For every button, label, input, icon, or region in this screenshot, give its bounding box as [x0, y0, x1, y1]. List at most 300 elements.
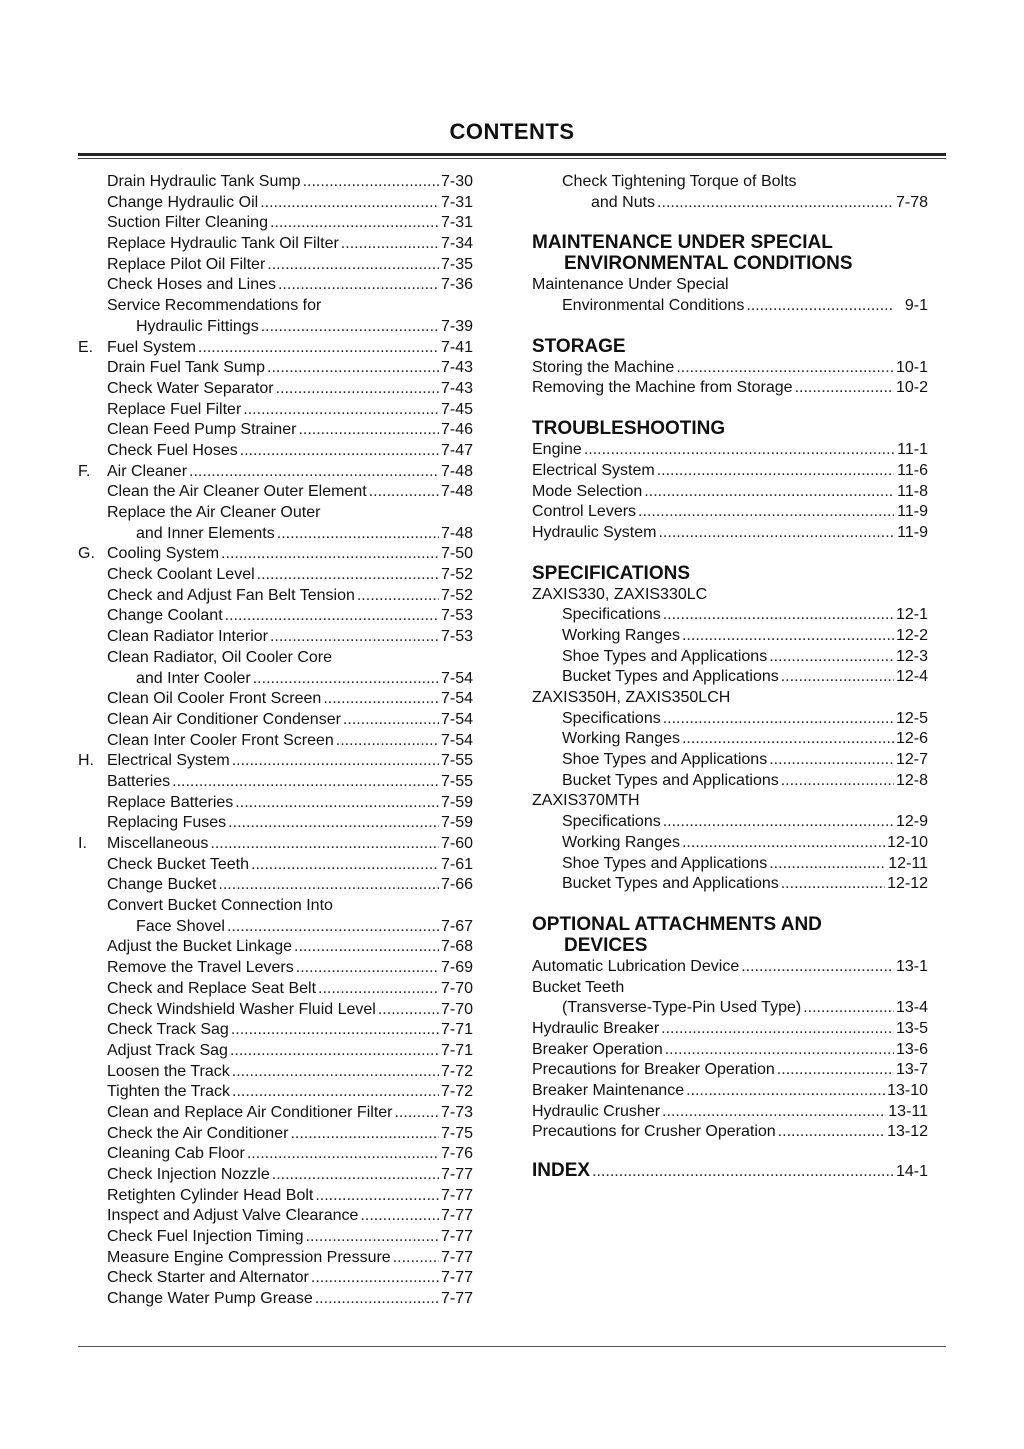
toc-entry[interactable]	[78, 917, 473, 938]
entry-label: Hydraulic System	[532, 523, 657, 541]
toc-entry[interactable]	[78, 193, 473, 214]
page-number: 7-70	[440, 1000, 473, 1018]
entry-label: Replace the Air Cleaner Outer	[107, 504, 321, 521]
entry-label: Check Tightening Torque of Bolts	[562, 173, 797, 190]
entry-label: Cooling System	[107, 545, 220, 563]
section-letter: I.	[78, 835, 87, 852]
toc-entry[interactable]	[532, 667, 928, 688]
dot-leader	[663, 605, 894, 626]
dot-leader	[298, 420, 439, 441]
index-entry[interactable]	[532, 1161, 928, 1182]
toc-entry[interactable]	[78, 1103, 473, 1124]
toc-entry[interactable]	[78, 482, 473, 503]
entry-label: ZAXIS370MTH	[532, 792, 640, 810]
page-number: 7-46	[440, 421, 473, 439]
dot-leader	[315, 1186, 439, 1207]
toc-entry[interactable]	[78, 565, 473, 586]
section-title: TROUBLESHOOTING	[532, 418, 726, 440]
dot-leader	[172, 772, 439, 793]
page-number: 7-66	[440, 876, 473, 894]
toc-entry[interactable]	[78, 1289, 473, 1310]
toc-entry[interactable]	[78, 979, 473, 1000]
page-number: 7-61	[440, 855, 473, 873]
toc-entry[interactable]	[78, 296, 473, 317]
page-number: 7-71	[440, 1041, 473, 1059]
toc-entry[interactable]	[532, 854, 928, 875]
dot-leader	[663, 709, 894, 730]
entry-label: Breaker Operation	[532, 1040, 663, 1058]
entry-label: Shoe Types and Applications	[562, 854, 768, 872]
entry-label: Face Shovel	[136, 917, 225, 935]
toc-entry[interactable]	[78, 751, 473, 772]
toc-entry[interactable]	[532, 440, 928, 461]
toc-entry[interactable]	[78, 627, 473, 648]
entry-label: Adjust the Bucket Linkage	[107, 938, 293, 956]
dot-leader	[218, 875, 439, 896]
dot-leader	[315, 1289, 439, 1310]
toc-entry[interactable]	[78, 1248, 473, 1269]
dot-leader	[592, 1162, 894, 1183]
entry-label: Environmental Conditions	[562, 297, 745, 315]
page-number: 12-5	[895, 709, 928, 727]
dot-leader	[682, 729, 894, 750]
dot-leader	[232, 1082, 439, 1103]
toc-entry[interactable]	[532, 688, 928, 709]
entry-label: Tighten the Track	[107, 1083, 231, 1101]
dot-leader	[341, 234, 439, 255]
toc-entry[interactable]	[78, 875, 473, 896]
page-number: 14-1	[895, 1163, 928, 1181]
entry-label: Air Cleaner	[107, 462, 188, 480]
page-number: 7-60	[440, 835, 473, 852]
toc-entry[interactable]	[78, 358, 473, 379]
page-number: 7-54	[440, 731, 473, 749]
toc-entry[interactable]	[532, 957, 928, 978]
page-number: 13-11	[888, 1102, 928, 1120]
toc-entry[interactable]	[78, 1082, 473, 1103]
dot-leader	[221, 544, 439, 565]
entry-label: Specifications	[562, 606, 661, 624]
entry-label: Check Hoses and Lines	[107, 276, 276, 294]
dot-leader	[270, 627, 439, 648]
entry-label: Working Ranges	[562, 626, 680, 644]
dot-leader	[663, 812, 894, 833]
page-number: 7-52	[440, 566, 473, 584]
dot-leader	[235, 793, 439, 814]
toc-entry[interactable]	[532, 502, 928, 523]
entry-label: Specifications	[562, 813, 661, 831]
toc-entry[interactable]	[78, 213, 473, 234]
entry-label: Bucket Teeth	[532, 978, 625, 996]
toc-entry[interactable]	[532, 482, 928, 503]
entry-label: Check Injection Nozzle	[107, 1166, 270, 1183]
dot-leader	[394, 1103, 438, 1124]
toc-entry[interactable]	[78, 586, 473, 607]
entry-label: Hydraulic Breaker	[532, 1019, 660, 1037]
left-column	[78, 172, 473, 1310]
toc-entry[interactable]	[78, 503, 473, 524]
toc-entry[interactable]	[532, 378, 928, 399]
footer-rule	[78, 1346, 946, 1347]
toc-entry[interactable]	[532, 585, 928, 606]
dot-leader	[240, 441, 439, 462]
entry-label: Change Water Pump Grease	[107, 1290, 313, 1308]
page-number: 12-6	[895, 730, 928, 748]
dot-leader	[296, 958, 439, 979]
page-number: 7-52	[440, 586, 473, 604]
entry-label: Check Fuel Injection Timing	[107, 1228, 304, 1246]
toc-entry[interactable]	[78, 462, 473, 483]
entry-label: Inspect and Adjust Valve Clearance	[107, 1207, 359, 1225]
toc-entry[interactable]	[532, 605, 928, 626]
entry-label: Suction Filter Cleaning	[107, 214, 268, 232]
page-number: 12-9	[895, 813, 928, 831]
entry-label: Mode Selection	[532, 482, 643, 500]
entry-label: Check and Replace Seat Belt	[107, 979, 317, 997]
page-title: CONTENTS	[449, 119, 575, 144]
page-number: 12-12	[887, 875, 928, 893]
toc-entry[interactable]	[532, 750, 928, 771]
page-number: 7-36	[440, 276, 473, 294]
section-heading	[532, 914, 928, 956]
toc-entry[interactable]	[78, 958, 473, 979]
entry-label: and Inner Elements	[136, 524, 275, 542]
title-rule-thin	[78, 158, 946, 159]
entry-label: Clean Inter Cooler Front Screen	[107, 731, 334, 749]
dot-leader	[657, 193, 894, 214]
page-number: 10-2	[895, 379, 928, 397]
toc-entry[interactable]	[78, 420, 473, 441]
dot-leader	[781, 667, 894, 688]
toc-entry[interactable]	[532, 812, 928, 833]
toc-entry[interactable]	[78, 813, 473, 834]
entry-label: Precautions for Crusher Operation	[532, 1123, 776, 1141]
dot-leader	[778, 1122, 885, 1143]
dot-leader	[267, 255, 439, 276]
entry-label: Remove the Travel Levers	[107, 959, 294, 977]
dot-leader	[658, 523, 894, 544]
section-heading	[532, 418, 928, 439]
toc-entry[interactable]	[78, 1020, 473, 1041]
page-number: 7-68	[440, 938, 473, 956]
toc-entry[interactable]	[532, 1040, 928, 1061]
page-number: 7-48	[440, 462, 473, 480]
page-number: 11-1	[897, 441, 928, 459]
page-number: 11-6	[897, 461, 928, 479]
toc-entry[interactable]	[78, 648, 473, 669]
entry-label: Check Fuel Hoses	[107, 441, 238, 459]
toc-entry[interactable]	[532, 791, 928, 812]
dot-leader	[665, 1040, 894, 1061]
toc-entry[interactable]	[78, 1062, 473, 1083]
dot-leader	[276, 379, 439, 400]
toc-entry[interactable]	[532, 1019, 928, 1040]
page-number: 13-4	[895, 999, 928, 1017]
toc-entry[interactable]	[532, 771, 928, 792]
toc-entry[interactable]	[532, 275, 928, 296]
page-number: 7-77	[440, 1166, 473, 1183]
entry-label: Fuel System	[107, 338, 196, 356]
toc-entry[interactable]	[78, 772, 473, 793]
page-number: 12-10	[887, 833, 928, 851]
dot-leader	[769, 750, 894, 771]
dot-leader	[231, 1020, 439, 1041]
dot-leader	[272, 1165, 439, 1186]
toc-entry[interactable]	[532, 193, 928, 214]
page-number: 12-2	[895, 626, 928, 644]
entry-label: Check Windshield Washer Fluid Level	[107, 1000, 376, 1018]
entry-label: Check the Air Conditioner	[107, 1124, 289, 1142]
entry-label: Drain Fuel Tank Sump	[107, 359, 265, 377]
toc-entry[interactable]	[532, 1122, 928, 1143]
dot-leader	[247, 1144, 439, 1165]
page-number: 13-7	[895, 1061, 928, 1079]
entry-label: Clean Oil Cooler Front Screen	[107, 690, 322, 708]
entry-label: Working Ranges	[562, 730, 680, 748]
toc-entry[interactable]	[532, 296, 928, 317]
toc-entry[interactable]	[78, 1144, 473, 1165]
page-number: 7-77	[440, 1248, 473, 1266]
toc-entry[interactable]	[532, 523, 928, 544]
entry-label: Maintenance Under Special	[532, 276, 729, 294]
toc-entry[interactable]	[78, 441, 473, 462]
dot-leader	[189, 462, 439, 483]
dot-leader	[306, 1227, 439, 1248]
toc-entry[interactable]	[78, 544, 473, 565]
entry-label: Change Bucket	[107, 876, 217, 894]
entry-label: Hydraulic Fittings	[136, 317, 259, 335]
section-title-line2: DEVICES	[564, 934, 648, 956]
toc-entry[interactable]	[78, 855, 473, 876]
page-number: 7-77	[440, 1269, 473, 1287]
dot-leader	[378, 1000, 439, 1021]
dot-leader	[290, 1124, 439, 1145]
entry-label: Engine	[532, 441, 582, 459]
page-number: 10-1	[895, 358, 928, 376]
page-number: 7-77	[440, 1290, 473, 1308]
page-number: 7-59	[440, 793, 473, 811]
entry-label: Loosen the Track	[107, 1062, 230, 1080]
dot-leader	[777, 1060, 894, 1081]
entry-label: Hydraulic Crusher	[532, 1102, 661, 1120]
page-number: 7-77	[440, 1186, 473, 1204]
toc-entry[interactable]	[78, 317, 473, 338]
toc-entry[interactable]	[532, 626, 928, 647]
dot-leader	[746, 296, 894, 317]
title-rule-thick	[78, 153, 946, 156]
dot-leader	[261, 317, 439, 338]
section-title-line2: ENVIRONMENTAL CONDITIONS	[564, 253, 853, 275]
dot-leader	[260, 193, 439, 214]
entry-label: Bucket Types and Applications	[562, 771, 779, 789]
entry-label: Replace Batteries	[107, 793, 234, 811]
toc-entry[interactable]	[78, 793, 473, 814]
page-number: 12-11	[888, 854, 928, 872]
dot-leader	[278, 275, 439, 296]
dot-leader	[243, 400, 439, 421]
toc-entry[interactable]	[532, 1081, 928, 1102]
entry-label: and Nuts	[591, 193, 656, 211]
dot-leader	[228, 813, 439, 834]
toc-entry[interactable]	[78, 606, 473, 627]
page-number: 7-39	[440, 317, 473, 335]
dot-leader	[225, 606, 439, 627]
toc-entry[interactable]	[78, 731, 473, 752]
entry-label: (Transverse-Type-Pin Used Type)	[562, 999, 802, 1017]
entry-label: Shoe Types and Applications	[562, 647, 768, 665]
dot-leader	[210, 834, 439, 855]
toc-entry[interactable]	[532, 1060, 928, 1081]
page-number: 7-41	[440, 338, 473, 356]
page-number: 7-55	[440, 752, 473, 770]
dot-leader	[803, 998, 894, 1019]
toc-entry[interactable]	[78, 834, 473, 855]
page-number: 13-5	[895, 1019, 928, 1037]
dot-leader	[781, 771, 894, 792]
toc-entry[interactable]	[78, 896, 473, 917]
entry-label: Bucket Types and Applications	[562, 875, 779, 893]
page-number: 7-35	[440, 255, 473, 273]
entry-label: ZAXIS330, ZAXIS330LC	[532, 585, 708, 603]
page-number: 7-48	[440, 524, 473, 542]
entry-label: Change Hydraulic Oil	[107, 193, 259, 211]
dot-leader	[657, 461, 894, 482]
entry-label: and Inter Cooler	[136, 669, 251, 687]
entry-label: Removing the Machine from Storage	[532, 379, 793, 397]
dot-leader	[343, 710, 439, 731]
dot-leader	[257, 565, 439, 586]
toc-entry[interactable]	[532, 978, 928, 999]
entry-label: Check Coolant Level	[107, 566, 255, 584]
dot-leader	[357, 586, 439, 607]
entry-label: Working Ranges	[562, 833, 680, 851]
toc-entry[interactable]	[78, 1000, 473, 1021]
toc-entry[interactable]	[78, 1186, 473, 1207]
entry-label: Check Track Sag	[107, 1021, 229, 1039]
section-title: MAINTENANCE UNDER SPECIAL	[532, 232, 833, 254]
entry-label: Clean Radiator Interior	[107, 628, 268, 646]
page-number: 12-4	[895, 668, 928, 686]
toc-entry[interactable]	[532, 709, 928, 730]
entry-label: Clean Radiator, Oil Cooler Core	[107, 648, 332, 666]
page-number: 7-53	[440, 628, 473, 646]
entry-label: Batteries	[107, 772, 171, 790]
entry-label: Miscellaneous	[107, 835, 209, 852]
toc-entry[interactable]	[78, 172, 473, 193]
dot-leader	[311, 1268, 439, 1289]
page-number: 7-54	[440, 710, 473, 728]
toc-entry[interactable]	[78, 1206, 473, 1227]
page-number: 12-8	[895, 771, 928, 789]
section-letter: G.	[78, 545, 95, 563]
dot-leader	[769, 854, 886, 875]
entry-label: Breaker Maintenance	[532, 1082, 685, 1099]
toc-entry[interactable]	[532, 1102, 928, 1123]
section-letter: H.	[78, 752, 94, 770]
page-number: 12-3	[895, 647, 928, 665]
entry-label: ZAXIS350H, ZAXIS350LCH	[532, 689, 731, 706]
toc-entry[interactable]	[78, 1165, 473, 1186]
entry-label: Clean Air Conditioner Condenser	[107, 710, 341, 728]
toc-entry[interactable]	[532, 172, 928, 193]
toc-entry[interactable]	[78, 669, 473, 690]
page-number: 12-1	[895, 606, 928, 624]
entry-label: Specifications	[562, 709, 661, 727]
page-number: 7-34	[440, 235, 473, 253]
dot-leader	[294, 937, 439, 958]
toc-entry[interactable]	[532, 358, 928, 379]
page-number: 7-72	[440, 1083, 473, 1101]
page-number: 7-69	[440, 959, 473, 977]
page-number: 7-73	[440, 1103, 473, 1121]
toc-entry[interactable]	[78, 255, 473, 276]
toc-entry[interactable]	[78, 379, 473, 400]
toc-entry[interactable]	[78, 1041, 473, 1062]
toc-entry[interactable]	[78, 1124, 473, 1145]
toc-entry[interactable]	[532, 998, 928, 1019]
dot-leader	[198, 338, 439, 359]
toc-entry[interactable]	[78, 1227, 473, 1248]
page-number: 13-1	[895, 957, 928, 975]
entry-label: Change Coolant	[107, 607, 223, 625]
page-number: 7-77	[440, 1228, 473, 1246]
entry-label: Check Starter and Alternator	[107, 1269, 309, 1287]
toc-entry[interactable]	[532, 461, 928, 482]
page-number: 11-9	[897, 503, 928, 521]
section-heading	[532, 232, 928, 274]
page-number: 7-78	[895, 193, 928, 211]
dot-leader	[662, 1102, 886, 1123]
page-number: 9-1	[904, 297, 928, 315]
entry-label: Replace Hydraulic Tank Oil Filter	[107, 235, 339, 253]
toc-entry[interactable]	[532, 874, 928, 895]
toc-entry[interactable]	[78, 400, 473, 421]
page-number: 13-12	[887, 1123, 928, 1141]
toc-entry[interactable]	[78, 1268, 473, 1289]
dot-leader	[270, 213, 439, 234]
entry-label: Bucket Types and Applications	[562, 668, 779, 686]
entry-label: Precautions for Breaker Operation	[532, 1061, 775, 1079]
page-number: 7-59	[440, 814, 473, 832]
toc-entry[interactable]	[78, 338, 473, 359]
page-number: 11-8	[897, 482, 928, 500]
dot-leader	[303, 172, 439, 193]
toc-entry[interactable]	[78, 710, 473, 731]
toc-entry[interactable]	[532, 647, 928, 668]
entry-label: Retighten Cylinder Head Bolt	[107, 1186, 314, 1204]
page-number: 7-48	[440, 483, 473, 501]
toc-entry[interactable]	[532, 729, 928, 750]
page-number: 13-6	[895, 1040, 928, 1058]
entry-label: Electrical System	[107, 752, 230, 770]
toc-entry[interactable]	[532, 833, 928, 854]
toc-entry[interactable]	[78, 524, 473, 545]
page-number: 12-7	[895, 751, 928, 769]
dot-leader	[336, 731, 439, 752]
dot-leader	[232, 751, 439, 772]
page-number: 7-30	[440, 173, 473, 190]
toc-entry[interactable]	[78, 234, 473, 255]
toc-entry[interactable]	[78, 689, 473, 710]
toc-entry[interactable]	[78, 937, 473, 958]
page-number: 7-53	[440, 607, 473, 625]
dot-leader	[676, 358, 894, 379]
toc-entry[interactable]	[78, 275, 473, 296]
entry-label: Drain Hydraulic Tank Sump	[107, 173, 301, 190]
page-number: 7-55	[440, 772, 473, 790]
dot-leader	[682, 626, 894, 647]
entry-label: Adjust Track Sag	[107, 1041, 228, 1059]
